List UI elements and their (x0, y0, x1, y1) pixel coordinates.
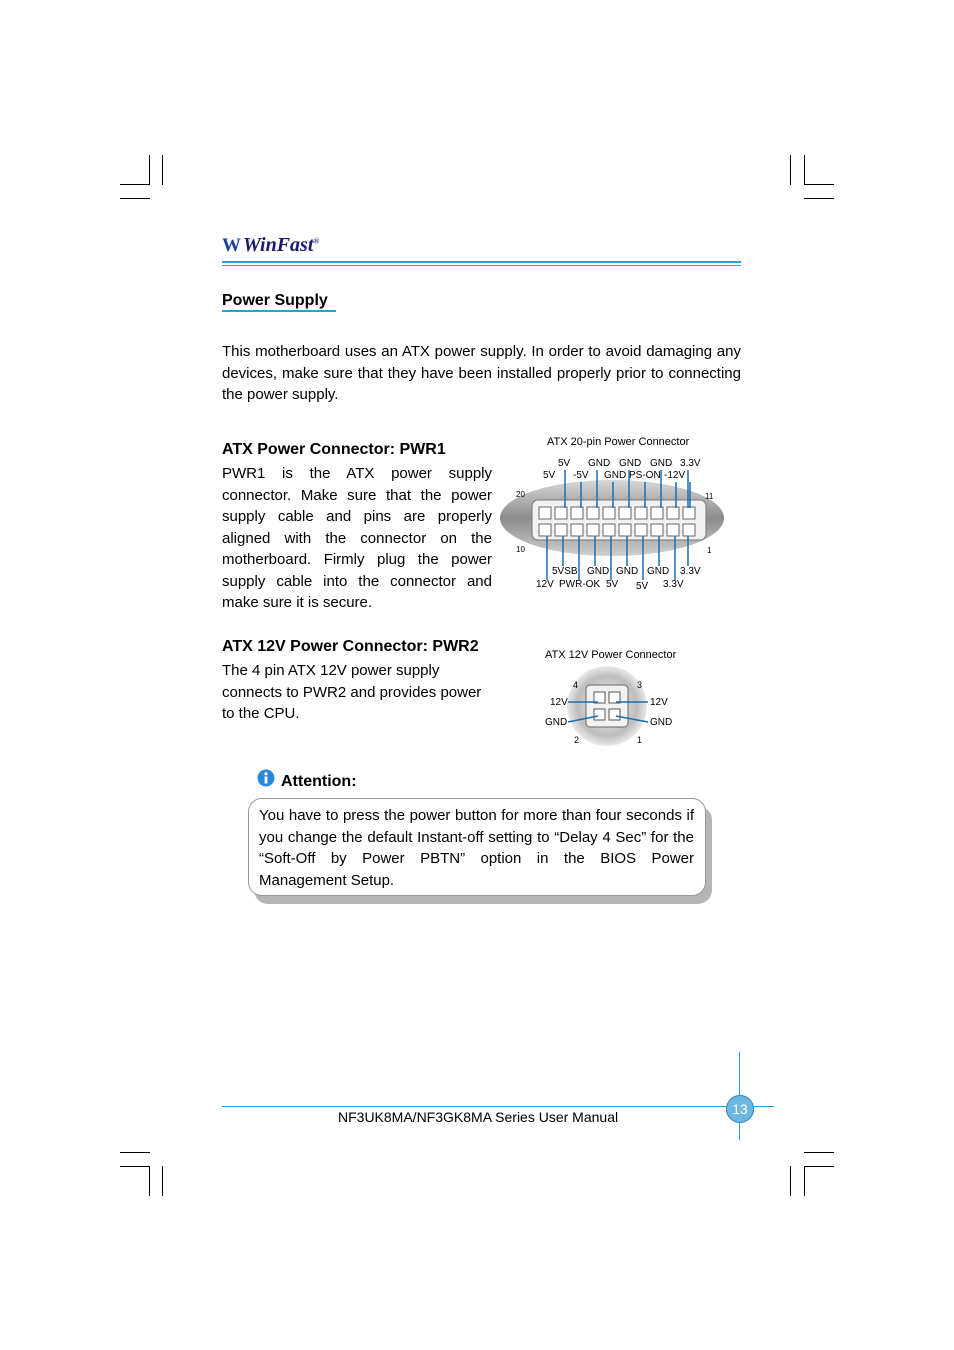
crop-mark (804, 1152, 834, 1153)
atx12v-left-top-label: 12V (550, 697, 568, 708)
atx20-top-label: 3.3V (680, 458, 701, 469)
atx20-bottom-label: 3.3V (663, 579, 684, 590)
page-number: 13 (726, 1095, 754, 1123)
intro-paragraph: This motherboard uses an ATX power supply. In order to avoid damaging any devices, make sure that they have been installed properly prior to connecting the power supply. (222, 343, 741, 403)
connector-pin (539, 507, 551, 519)
atx12v-right-bottom-label: GND (650, 717, 673, 728)
atx12v-pin-number: 2 (574, 735, 580, 745)
crop-mark (120, 198, 150, 199)
connector-pin (603, 524, 615, 536)
footer-manual-title: NF3UK8MA/NF3GK8MA Series User Manual (338, 1109, 619, 1125)
connector-pin (667, 507, 679, 519)
atx20-pin-number: 11 (705, 492, 714, 501)
connector-pin (651, 524, 663, 536)
connector-pin (603, 507, 615, 519)
atx20-top-label: GND (650, 458, 673, 469)
pwr1-body: PWR1 is the ATX power supply connector. Make sure that the power supply cable and pins are properly aligned with the connector on the motherboard. Firmly plug the power supply cable into the connector and make sure it is secure. (222, 465, 492, 611)
crop-mark (790, 155, 791, 185)
pin-2 (594, 709, 605, 720)
connector-pin (587, 524, 599, 536)
footer-rule (222, 1106, 774, 1107)
pwr2-body: The 4 pin ATX 12V power supply connects to PWR2 and provides power to the CPU. (222, 662, 482, 722)
connector-housing (586, 685, 628, 727)
atx20-top-label: 5V (543, 470, 556, 481)
atx12v-title: ATX 12V Power Connector (545, 649, 677, 661)
connector-pin (571, 524, 583, 536)
crop-mark (804, 1166, 834, 1167)
info-icon (257, 769, 275, 787)
atx12v-pin-number: 1 (637, 735, 643, 745)
atx20-top-label: GND (604, 470, 627, 481)
atx20-top-label: GND (619, 458, 642, 469)
section-title-underline (222, 310, 336, 312)
crop-mark (120, 184, 150, 185)
atx20-bottom-label: 12V (536, 579, 554, 590)
atx20-bottom-label: 5VSB (552, 566, 578, 577)
connector-pin (587, 507, 599, 519)
header-rule-thin (222, 265, 741, 266)
attention-title: Attention: (281, 773, 357, 790)
atx20-bottom-label: PWR-OK (559, 579, 601, 590)
connector-pin (635, 507, 647, 519)
crop-mark (149, 155, 150, 185)
crop-mark (804, 184, 834, 185)
connector-pin (635, 524, 647, 536)
crop-mark (120, 1152, 150, 1153)
crop-mark (162, 155, 163, 185)
atx12v-left-bottom-label: GND (545, 717, 568, 728)
atx20-pin-number: 1 (707, 546, 712, 555)
atx20-bottom-label: 5V (606, 579, 619, 590)
logo-text: WinFast (243, 234, 314, 256)
attention-body: You have to press the power button for more than four seconds if you change the default Instant-off setting to “Delay 4 Sec” for the “Soft-Off by Power PBTN” option in the BIOS Power Management Setup. (259, 807, 694, 889)
crop-mark (804, 155, 805, 185)
atx20-bottom-label: 5V (636, 581, 649, 592)
atx20-bottom-label: GND (587, 566, 610, 577)
atx20-pin-number: 20 (516, 490, 525, 499)
atx20-top-label: PS-ON (629, 470, 661, 481)
connector-pin (571, 507, 583, 519)
atx12v-pin-number: 4 (573, 680, 579, 690)
logo-mark: W (222, 235, 241, 256)
connector-pin (555, 507, 567, 519)
atx12v-pin-number: 3 (637, 680, 643, 690)
atx20-bottom-label: 3.3V (680, 566, 701, 577)
atx20-bottom-label: GND (647, 566, 670, 577)
atx20-top-label: -12V (664, 470, 686, 481)
connector-pin (619, 507, 631, 519)
atx12v-right-top-label: 12V (650, 697, 668, 708)
pin-1 (609, 709, 620, 720)
connector-pin (539, 524, 551, 536)
atx20-bottom-label: GND (616, 566, 639, 577)
crop-mark (790, 1166, 791, 1196)
atx20-top-label: 5V (558, 458, 571, 469)
atx20-top-label: GND (588, 458, 611, 469)
pwr2-heading: ATX 12V Power Connector: PWR2 (222, 638, 479, 655)
crop-mark (162, 1166, 163, 1196)
connector-pin (651, 507, 663, 519)
connector-pin (667, 524, 679, 536)
atx20-pin-number: 10 (516, 545, 525, 554)
section-title: Power Supply (222, 292, 328, 309)
atx20-title: ATX 20-pin Power Connector (547, 436, 690, 448)
crop-mark (804, 198, 834, 199)
atx20-top-label: -5V (573, 470, 589, 481)
header-rule (222, 261, 741, 263)
crop-mark (804, 1166, 805, 1196)
winfast-logo (222, 234, 319, 257)
connector-pin (555, 524, 567, 536)
crop-mark (149, 1166, 150, 1196)
pwr1-heading: ATX Power Connector: PWR1 (222, 441, 446, 458)
connector-pin (619, 524, 631, 536)
connector-pin (683, 507, 695, 519)
crop-mark (120, 1166, 150, 1167)
logo-registered: ® (313, 236, 320, 246)
connector-pin (683, 524, 695, 536)
